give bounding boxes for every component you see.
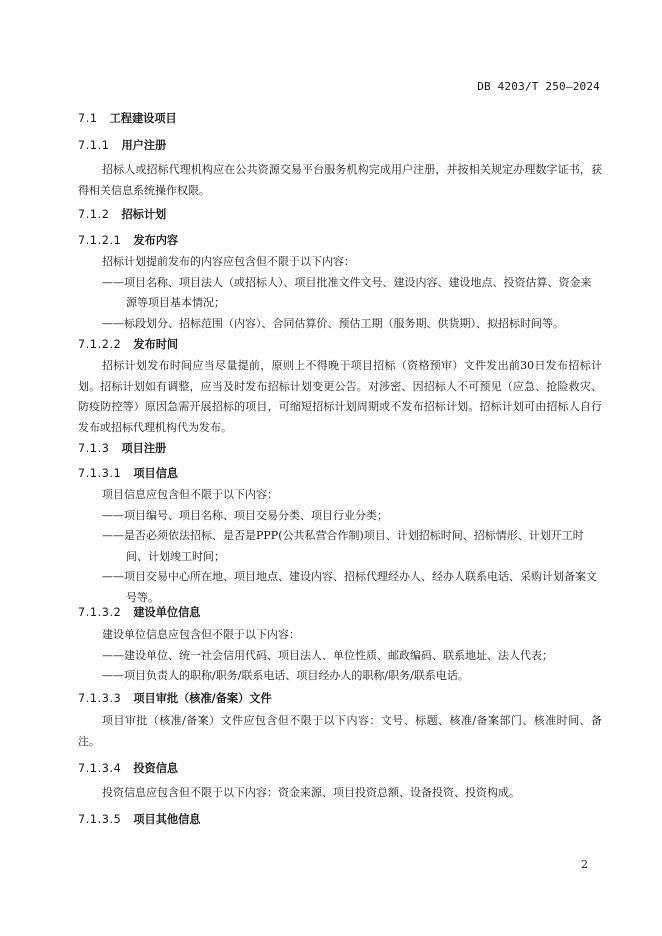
section-heading-7-1-3-3 bbox=[78, 690, 602, 706]
section-heading-7-1-3 bbox=[78, 440, 602, 456]
section-number: 7.1.2.2 bbox=[78, 338, 122, 351]
section-heading-7-1-3-2 bbox=[78, 604, 602, 620]
section-title: 发布内容 bbox=[133, 234, 179, 247]
section-heading-7-1-2 bbox=[78, 206, 602, 222]
section-heading-7-1-3-1 bbox=[78, 465, 602, 481]
section-title: 发布时间 bbox=[133, 338, 179, 351]
section-title: 用户注册 bbox=[121, 139, 167, 152]
list-builder-info bbox=[78, 625, 602, 687]
section-title: 项目审批（核准/备案）文件 bbox=[133, 692, 272, 705]
section-title: 项目注册 bbox=[121, 442, 167, 455]
list-item: ——项目负责人的职称/职务/联系电话、项目经办人的职称/职务/联系电话。 bbox=[102, 669, 469, 682]
list-intro: 项目信息应包含但不限于以下内容： bbox=[102, 488, 278, 501]
paragraph-approval-docs: 项目审批（核准/备案）文件应包含但不限于以下内容：文号、标题、核准/备案部门、核准时间、备注。 bbox=[78, 714, 602, 748]
section-number: 7.1.2.1 bbox=[78, 234, 122, 247]
section-number: 7.1.3.4 bbox=[78, 762, 122, 775]
section-title: 投资信息 bbox=[133, 762, 179, 775]
list-project-info bbox=[78, 485, 602, 608]
section-number: 7.1.3.3 bbox=[78, 692, 122, 705]
list-item: ——项目编号、项目名称、项目交易分类、项目行业分类； bbox=[102, 508, 388, 522]
section-title: 建设单位信息 bbox=[133, 606, 201, 619]
section-title: 工程建设项目 bbox=[109, 112, 177, 125]
section-number: 7.1.3.2 bbox=[78, 606, 122, 619]
list-item: ——标段划分、招标范围（内容）、合同估算价、预估工期（服务期、供货期）、拟招标时间等。 bbox=[102, 316, 564, 330]
section-number: 7.1 bbox=[78, 112, 98, 125]
section-heading-7-1-3-5 bbox=[78, 811, 602, 827]
section-heading-7-1-2-2 bbox=[78, 336, 602, 352]
list-intro: 招标计划提前发布的内容应包含但不限于以下内容： bbox=[102, 255, 355, 268]
paragraph-publish-time: 招标计划发布时间应当尽量提前，原则上不得晚于项目招标（资格预审）文件发出前30日发布招标计划。招标计划如有调整，应当及时发布招标计划变更公告。对涉密、因招标人不可预见（应急、抢险救灾、防疫防控等）原因急需开展招标的项目，可缩短招标计划周期或不发布招标计划。招标计划可由招标人自行发布或招标代理机构代为发布。 bbox=[78, 359, 602, 434]
section-number: 7.1.3.1 bbox=[78, 467, 122, 480]
list-item: ——项目交易中心所在地、项目地点、建设内容、招标代理经办人、经办人联系电话、采购计划备案文号等。 bbox=[102, 570, 597, 604]
page-number: 2 bbox=[581, 858, 588, 871]
list-publish-content bbox=[78, 252, 602, 334]
paragraph-user-registration: 招标人或招标代理机构应在公共资源交易平台服务机构完成用户注册，并按相关规定办理数字证书，获得相关信息系统操作权限。 bbox=[78, 163, 602, 197]
list-item: ——是否必须依法招标、是否是PPP(公共私营合作制)项目、计划招标时间、招标情形、计划开工时间、计划竣工时间； bbox=[102, 529, 584, 563]
section-number: 7.1.3.5 bbox=[78, 813, 122, 826]
section-heading-7-1-1 bbox=[78, 137, 602, 153]
section-title: 项目信息 bbox=[133, 467, 179, 480]
list-intro: 建设单位信息应包含但不限于以下内容： bbox=[102, 628, 300, 641]
section-number: 7.1.3 bbox=[78, 442, 110, 455]
document-code: DB 4203/T 250—2024 bbox=[477, 80, 600, 93]
section-title: 项目其他信息 bbox=[133, 813, 201, 826]
section-heading-7-1 bbox=[78, 110, 602, 126]
paragraph-investment-info: 投资信息应包含但不限于以下内容：资金来源、项目投资总额、设备投资、投资构成。 bbox=[102, 786, 520, 799]
section-number: 7.1.1 bbox=[78, 139, 110, 152]
list-item: ——项目名称、项目法人（或招标人）、项目批准文件文号、建设内容、建设地点、投资估算、资金来源等项目基本情况； bbox=[102, 275, 592, 309]
list-item: ——建设单位、统一社会信用代码、项目法人、单位性质、邮政编码、联系地址、法人代表； bbox=[102, 648, 553, 662]
section-heading-7-1-2-1 bbox=[78, 232, 602, 248]
section-number: 7.1.2 bbox=[78, 208, 110, 221]
section-title: 招标计划 bbox=[121, 208, 167, 221]
section-heading-7-1-3-4 bbox=[78, 760, 602, 776]
